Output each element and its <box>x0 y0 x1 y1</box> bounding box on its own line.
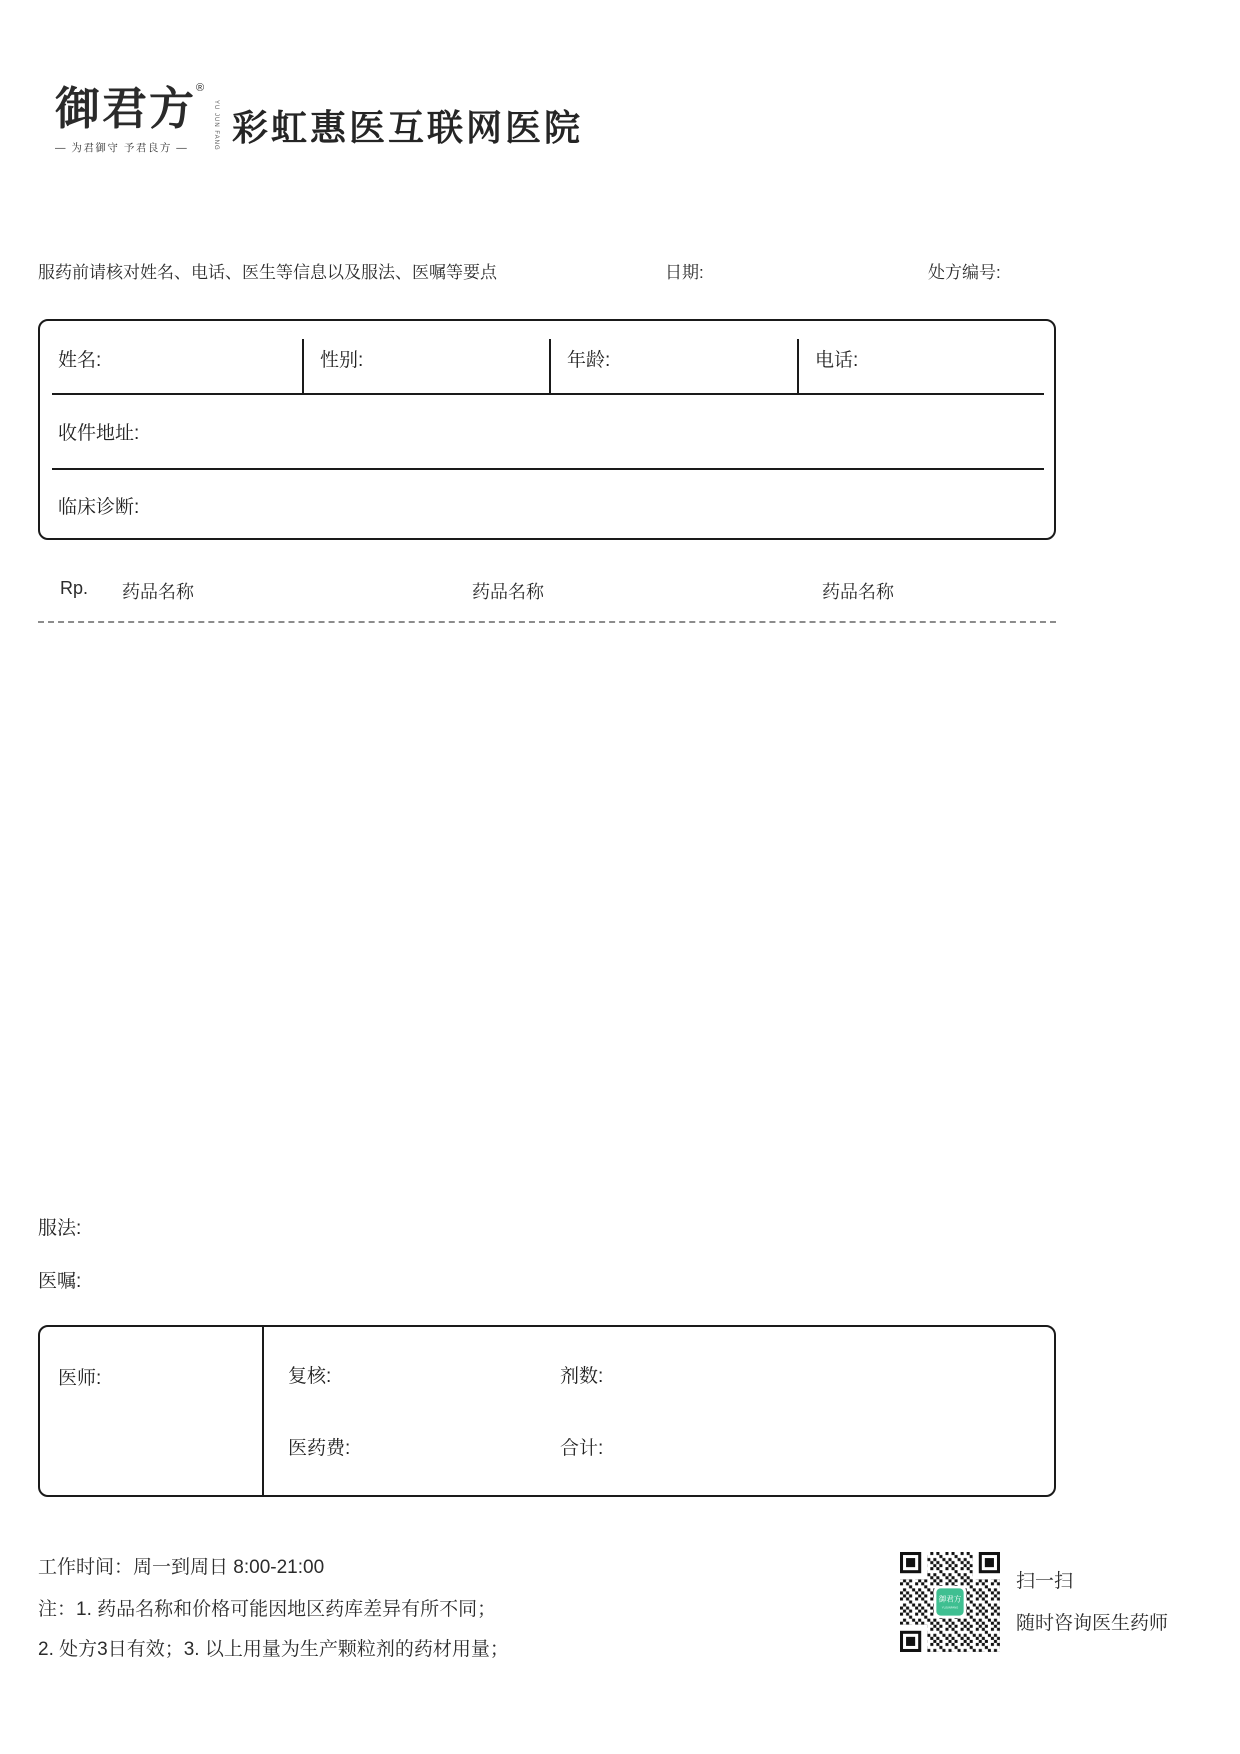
dose-count-label: 剂数: <box>560 1366 604 1387</box>
advice-field <box>38 1266 155 1293</box>
usage-field <box>38 1213 155 1240</box>
qr-center-logo <box>934 1586 966 1618</box>
gender-field <box>302 321 549 395</box>
scan-subtext: 随时咨询医生药师 <box>1016 1613 1169 1634</box>
doctor-label: 医师: <box>58 1368 102 1389</box>
age-field <box>549 321 797 395</box>
review-label: 复核: <box>288 1366 332 1387</box>
prescription-header-row <box>38 578 1056 604</box>
medicine-fee-label: 医药费: <box>288 1438 351 1459</box>
qr-code-image <box>900 1552 1000 1652</box>
svg-text:YUJUNFANG <box>942 1605 958 1609</box>
advice-label: 医嘱: <box>38 1271 82 1292</box>
rx-number-label: 处方编号: <box>928 263 1001 282</box>
date-label: 日期: <box>665 263 704 282</box>
doctor-field <box>40 1327 264 1495</box>
gender-label: 性别: <box>320 349 364 371</box>
signoff-right-cell <box>264 1327 1054 1495</box>
signoff-box <box>38 1325 1056 1497</box>
phone-field <box>797 321 1054 395</box>
svg-text:御君方: 御君方 <box>938 1594 962 1604</box>
review-dose-row <box>264 1361 1054 1387</box>
address-field <box>40 395 1054 468</box>
brand-logo-pinyin: YU JUN FANG <box>213 100 219 151</box>
name-label: 姓名: <box>58 349 102 371</box>
notice-row <box>38 258 1056 282</box>
diagnosis-label: 临床诊断: <box>58 496 140 518</box>
qr-finder-top-right <box>973 1552 1000 1579</box>
drug-name-column-header: 药品名称 <box>472 582 544 602</box>
work-hours-text: 工作时间：周一到周日 8:00-21:00 <box>38 1557 325 1578</box>
address-label: 收件地址: <box>58 423 140 444</box>
patient-info-box <box>38 319 1056 540</box>
name-field <box>40 321 302 395</box>
registered-trademark-icon: ® <box>196 82 205 94</box>
footer-note-line1: 注：1. 药品名称和价格可能因地区药库差异有所不同； <box>38 1599 497 1620</box>
qr-code <box>900 1552 1000 1652</box>
brand-tagline: — 为君御守 予君良方 — <box>55 142 189 154</box>
drug-list-area <box>38 635 1056 1195</box>
drug-name-column-header: 药品名称 <box>822 582 894 602</box>
fee-total-row <box>264 1433 1054 1459</box>
age-label: 年龄: <box>567 349 611 371</box>
qr-finder-top-left <box>900 1552 927 1579</box>
hospital-title: 彩虹惠医互联网医院 <box>232 107 584 148</box>
phone-label: 电话: <box>815 349 859 371</box>
qr-finder-bottom-left <box>900 1625 927 1652</box>
brand-logo <box>55 82 219 155</box>
verify-notice-text: 服药前请核对姓名、电话、医生等信息以及服法、医嘱等要点 <box>38 263 497 282</box>
usage-label: 服法: <box>38 1218 82 1239</box>
brand-logo-text: 御君方 <box>55 82 197 135</box>
footer-note-line2: 2. 处方3日有效；3. 以上用量为生产颗粒剂的药材用量； <box>38 1639 509 1660</box>
dashed-separator <box>38 621 1056 623</box>
rp-label: Rp. <box>60 578 89 598</box>
diagnosis-field <box>40 470 1054 540</box>
total-label: 合计: <box>560 1438 604 1459</box>
patient-row-basic <box>40 321 1054 395</box>
scan-prompt: 扫一扫 <box>1016 1571 1074 1592</box>
drug-name-column-header: 药品名称 <box>122 582 194 602</box>
